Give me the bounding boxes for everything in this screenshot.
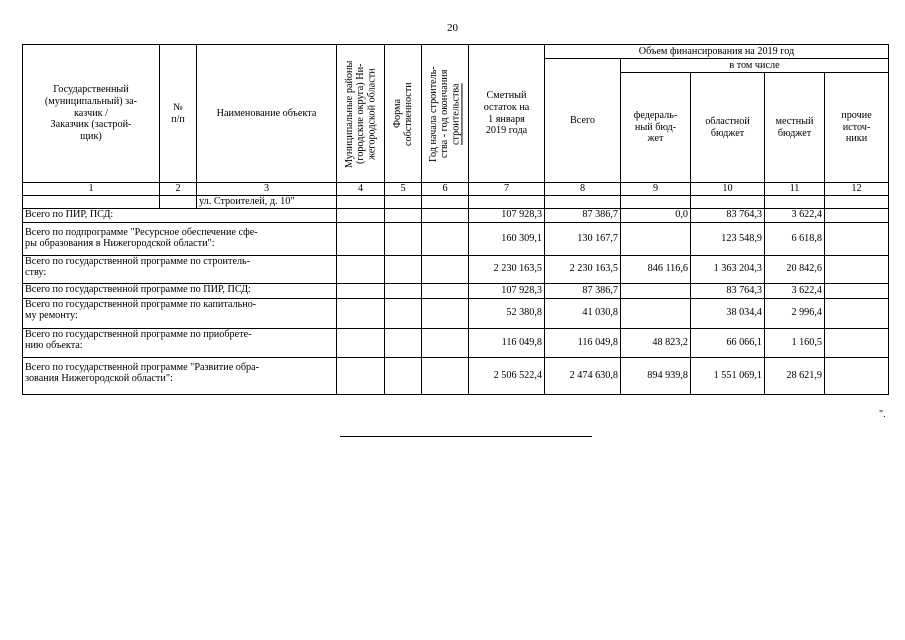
header-remaining-cost: Сметный остаток на 1 января 2019 года [469, 45, 545, 183]
separator-line [340, 436, 592, 437]
header-local: местный бюджет [765, 73, 825, 183]
cell-other [825, 208, 889, 222]
table-row [23, 255, 889, 283]
header-customer: Государственный (муниципальный) за- казчик / Заказчик (застрой- щик) [23, 45, 160, 183]
cell-federal: 894 939,8 [621, 357, 691, 394]
cell-total: 2 474 630,8 [545, 357, 621, 394]
cell-other [825, 298, 889, 328]
cell-remaining: 107 928,3 [469, 283, 545, 298]
row-label: Всего по государственной программе по капитально- му ремонту: [23, 298, 337, 328]
row-label: Всего по государственной программе по ПИР, ПСД: [23, 283, 337, 298]
column-number: 7 [469, 183, 545, 196]
header-federal: федераль- ный бюд- жет [621, 73, 691, 183]
cell-total: 87 386,7 [545, 283, 621, 298]
header-number: № п/п [160, 45, 197, 183]
header-including: в том числе [621, 59, 889, 73]
table-row [23, 208, 889, 222]
cell-local: 3 622,4 [765, 283, 825, 298]
page-number: 20 [447, 22, 458, 34]
column-number: 10 [691, 183, 765, 196]
column-number: 6 [422, 183, 469, 196]
cell-federal [621, 298, 691, 328]
cell-federal [621, 222, 691, 255]
cell-regional: 1 551 069,1 [691, 357, 765, 394]
column-number: 8 [545, 183, 621, 196]
continuation-row [23, 195, 889, 208]
cell-other [825, 328, 889, 357]
cell-remaining: 2 506 522,4 [469, 357, 545, 394]
table-row [23, 328, 889, 357]
cell-regional: 83 764,3 [691, 283, 765, 298]
header-district: Муниципальные районы (городские округа) Ни- жегородской области [337, 45, 385, 183]
header-object-name: Наименование объекта [197, 45, 337, 183]
column-number: 2 [160, 183, 197, 196]
row-label: Всего по ПИР, ПСД: [23, 208, 337, 222]
cell-total: 130 167,7 [545, 222, 621, 255]
cell-regional: 1 363 204,3 [691, 255, 765, 283]
closing-quote-mark: ". [879, 409, 886, 420]
header-construction-years: Год начала строитель- ства - год окончания строительства [422, 45, 469, 183]
table-row [23, 283, 889, 298]
cell-total: 116 049,8 [545, 328, 621, 357]
continued-object-name: ул. Строителей, д. 10" [197, 195, 337, 208]
table-row [23, 298, 889, 328]
cell-total: 41 030,8 [545, 298, 621, 328]
column-number: 9 [621, 183, 691, 196]
financing-table [22, 44, 889, 395]
cell-local: 28 621,9 [765, 357, 825, 394]
cell-remaining: 116 049,8 [469, 328, 545, 357]
cell-remaining: 2 230 163,5 [469, 255, 545, 283]
cell-regional: 83 764,3 [691, 208, 765, 222]
column-number: 1 [23, 183, 160, 196]
column-number: 4 [337, 183, 385, 196]
cell-other [825, 222, 889, 255]
row-label: Всего по государственной программе по приобрете- нию объекта: [23, 328, 337, 357]
cell-federal: 846 116,6 [621, 255, 691, 283]
row-label: Всего по подпрограмме "Ресурсное обеспечение сфе- ры образования в Нижегородской области": [23, 222, 337, 255]
cell-federal [621, 283, 691, 298]
row-label: Всего по государственной программе по строитель- ству: [23, 255, 337, 283]
table-row [23, 357, 889, 394]
column-number: 3 [197, 183, 337, 196]
cell-regional: 123 548,9 [691, 222, 765, 255]
column-number-row [23, 183, 889, 196]
cell-other [825, 357, 889, 394]
column-number: 5 [385, 183, 422, 196]
cell-federal: 48 823,2 [621, 328, 691, 357]
cell-regional: 38 034,4 [691, 298, 765, 328]
cell-local: 1 160,5 [765, 328, 825, 357]
column-number: 12 [825, 183, 889, 196]
cell-other [825, 255, 889, 283]
cell-local: 20 842,6 [765, 255, 825, 283]
column-number: 11 [765, 183, 825, 196]
cell-total: 2 230 163,5 [545, 255, 621, 283]
cell-federal: 0,0 [621, 208, 691, 222]
table-row [23, 222, 889, 255]
row-label: Всего по государственной программе "Развитие обра- зования Нижегородской области": [23, 357, 337, 394]
cell-regional: 66 066,1 [691, 328, 765, 357]
header-ownership: Форма собственности [385, 45, 422, 183]
cell-local: 6 618,8 [765, 222, 825, 255]
cell-total: 87 386,7 [545, 208, 621, 222]
cell-local: 2 996,4 [765, 298, 825, 328]
header-regional: областной бюджет [691, 73, 765, 183]
cell-remaining: 107 928,3 [469, 208, 545, 222]
cell-other [825, 283, 889, 298]
header-financing: Объем финансирования на 2019 год [545, 45, 889, 59]
header-other: прочие источ- ники [825, 73, 889, 183]
header-total: Всего [545, 59, 621, 183]
cell-remaining: 160 309,1 [469, 222, 545, 255]
cell-remaining: 52 380,8 [469, 298, 545, 328]
cell-local: 3 622,4 [765, 208, 825, 222]
